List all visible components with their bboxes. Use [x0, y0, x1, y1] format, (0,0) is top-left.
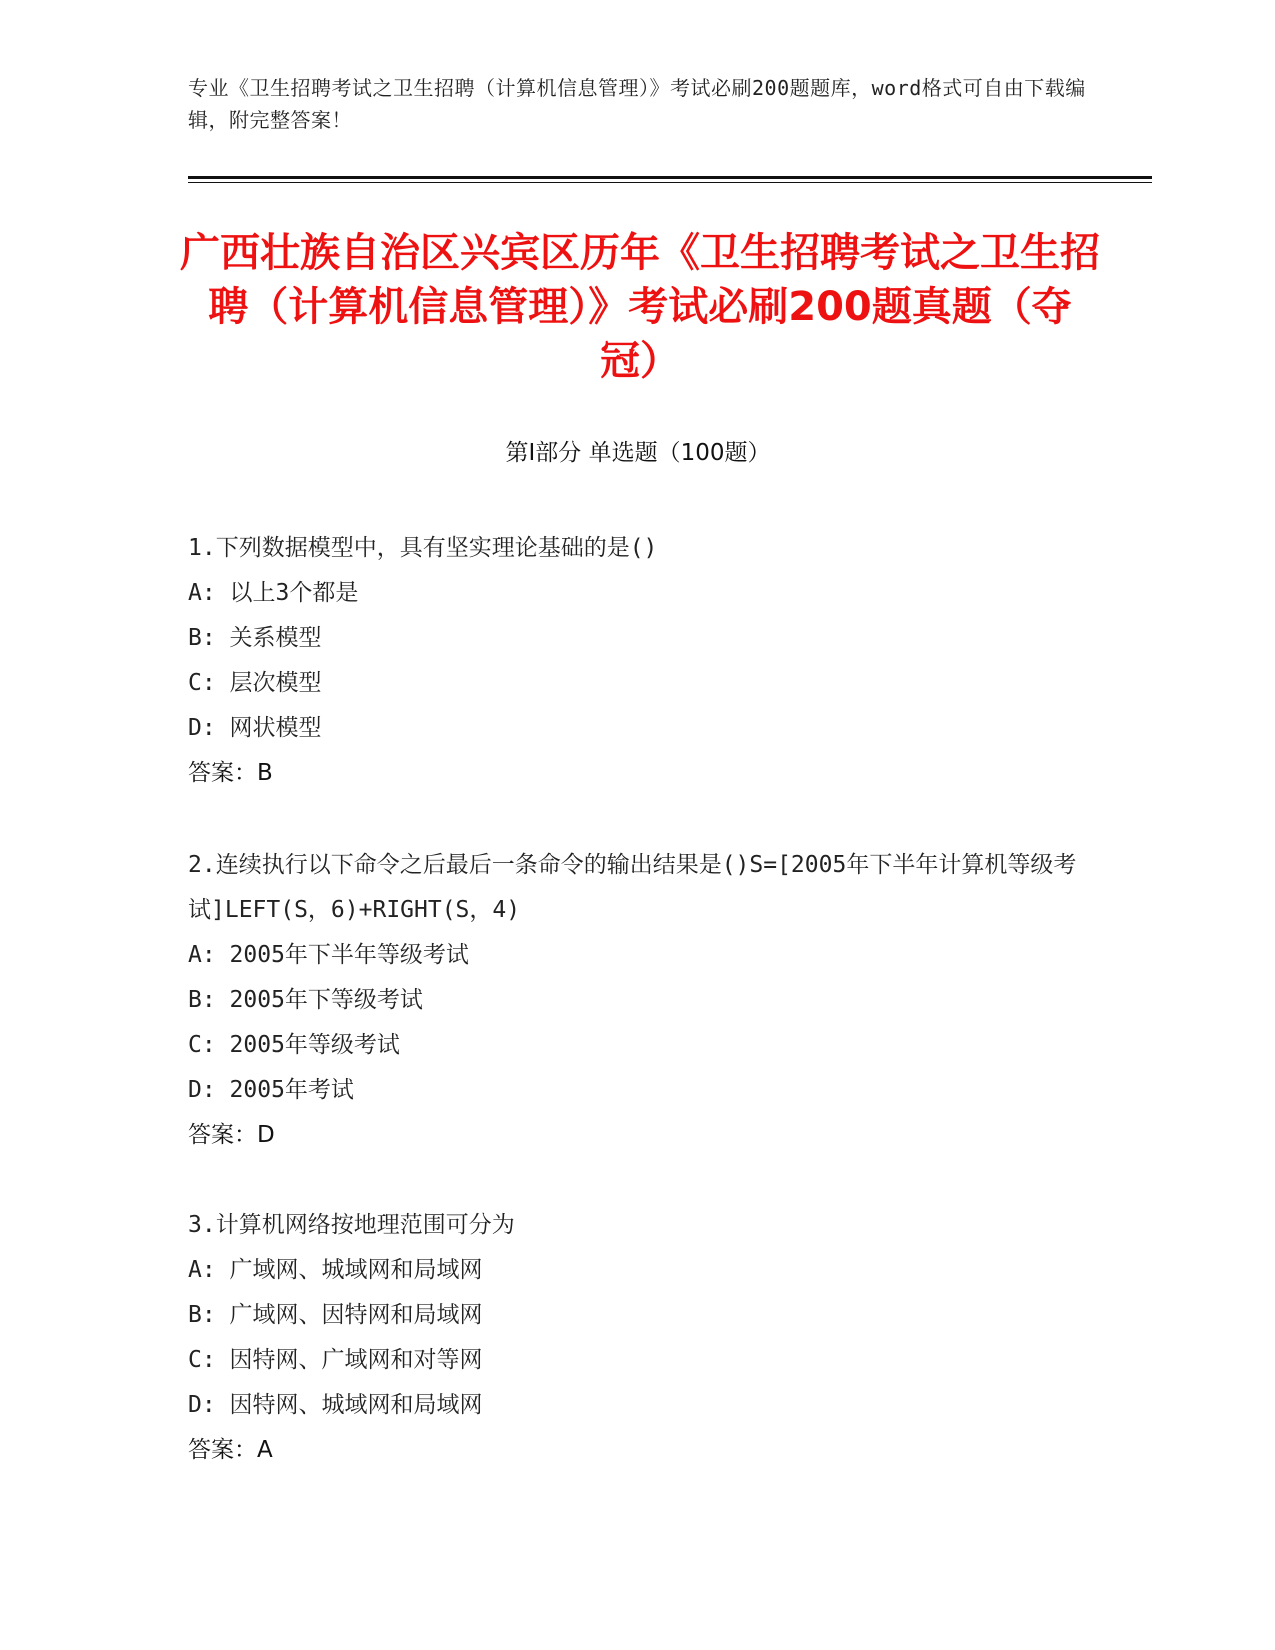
option-c: C: 因特网、广域网和对等网 [188, 1347, 483, 1373]
answer: 答案：D [188, 1122, 275, 1148]
question-stem: 2.连续执行以下命令之后最后一条命令的输出结果是()S=[2005年下半年计算机等级考试]LEFT(S，6)+RIGHT(S，4) [188, 852, 1077, 923]
option-a: A: 广域网、城域网和局域网 [188, 1257, 483, 1283]
question-block [188, 526, 1088, 796]
header-rule-thick [188, 176, 1152, 179]
option-b: B: 关系模型 [188, 625, 322, 651]
question-block [188, 843, 1088, 1158]
section-title: 第Ⅰ部分 单选题（100题） [505, 440, 771, 466]
option-c: C: 2005年等级考试 [188, 1032, 400, 1058]
header-rule-thin [188, 182, 1152, 183]
option-a: A: 以上3个都是 [188, 580, 359, 606]
question-stem: 1.下列数据模型中，具有坚实理论基础的是() [188, 535, 658, 561]
option-d: D: 网状模型 [188, 715, 322, 741]
question-block [188, 1203, 1088, 1473]
option-b: B: 广域网、因特网和局域网 [188, 1302, 483, 1328]
header-note: 专业《卫生招聘考试之卫生招聘（计算机信息管理）》考试必刷200题题库，word格式可自由下载编辑，附完整答案！ [188, 76, 1086, 132]
question-stem: 3.计算机网络按地理范围可分为 [188, 1212, 515, 1238]
option-d: D: 2005年考试 [188, 1077, 354, 1103]
option-d: D: 因特网、城域网和局域网 [188, 1392, 483, 1418]
option-b: B: 2005年下等级考试 [188, 987, 423, 1013]
document-title: 广西壮族自治区兴宾区历年《卫生招聘考试之卫生招聘（计算机信息管理）》考试必刷200题真题（夺冠） [180, 230, 1100, 384]
option-c: C: 层次模型 [188, 670, 322, 696]
answer: 答案：A [188, 1437, 273, 1463]
option-a: A: 2005年下半年等级考试 [188, 942, 469, 968]
answer: 答案：B [188, 760, 273, 786]
